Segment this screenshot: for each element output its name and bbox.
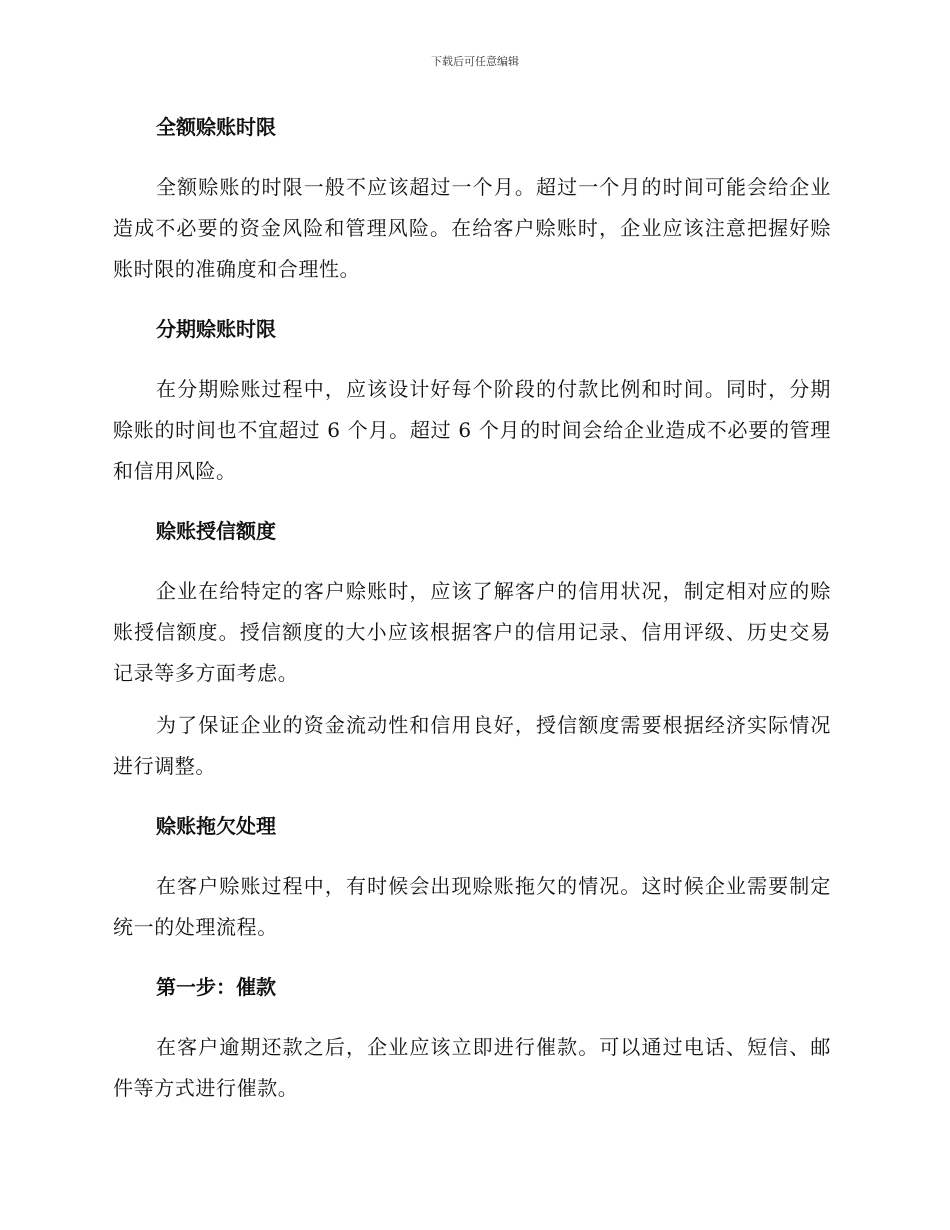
section bbox=[113, 972, 831, 1109]
document-body bbox=[113, 112, 831, 1109]
section-paragraph: 在分期赊账过程中，应该设计好每个阶段的付款比例和时间。同时，分期赊账的时间也不宜超过 6 个月。超过 6 个月的时间会给企业造成不必要的管理和信用风险。 bbox=[113, 377, 831, 483]
page-header: 下载后可任意编辑 bbox=[431, 55, 519, 68]
section-paragraph: 在客户逾期还款之后，企业应该立即进行催款。可以通过电话、短信、邮件等方式进行催款。 bbox=[113, 1035, 831, 1100]
section-heading: 赊账拖欠处理 bbox=[156, 814, 276, 838]
section bbox=[113, 112, 831, 290]
section-paragraph: 企业在给特定的客户赊账时，应该了解客户的信用状况，制定相对应的赊账授信额度。授信额度的大小应该根据客户的信用记录、信用评级、历史交易记录等多方面考虑。 bbox=[113, 579, 831, 685]
section-heading: 分期赊账时限 bbox=[156, 317, 276, 341]
section-heading: 全额赊账时限 bbox=[156, 115, 276, 139]
section-heading: 赊账授信额度 bbox=[156, 519, 276, 543]
section-paragraph: 全额赊账的时限一般不应该超过一个月。超过一个月的时间可能会给企业造成不必要的资金风险和管理风险。在给客户赊账时，企业应该注意把握好赊账时限的准确度和合理性。 bbox=[113, 175, 831, 281]
section bbox=[113, 516, 831, 787]
section-paragraph: 在客户赊账过程中，有时候会出现赊账拖欠的情况。这时候企业需要制定统一的处理流程。 bbox=[113, 874, 831, 939]
section bbox=[113, 811, 831, 948]
section-paragraph: 为了保证企业的资金流动性和信用良好，授信额度需要根据经济实际情况进行调整。 bbox=[113, 713, 831, 778]
section-heading: 第一步：催款 bbox=[156, 975, 276, 999]
section bbox=[113, 314, 831, 492]
